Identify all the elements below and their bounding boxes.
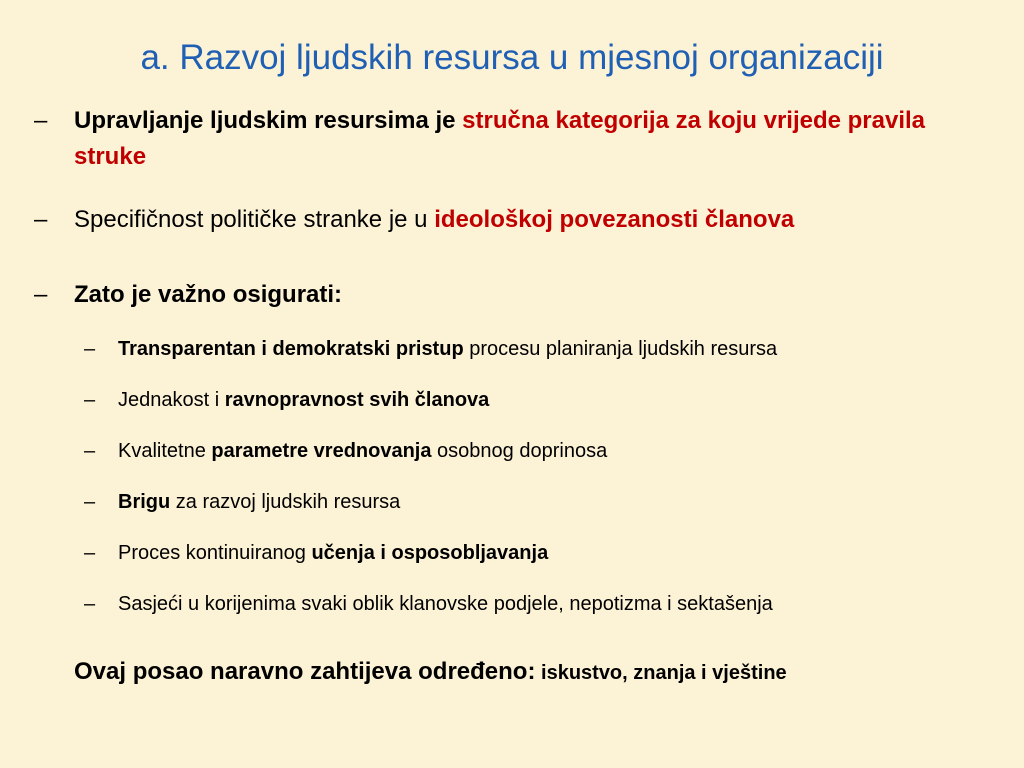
- sub-bullet-bold-text: Brigu: [118, 491, 171, 513]
- sub-bullet-before-text: Sasjeći u korijenima svaki oblik klanovske podjele, nepotizma i sektašenja: [118, 593, 773, 615]
- bullet-bold-text: Upravljanje ljudskim resursima je: [74, 107, 463, 134]
- sub-bullet-continuous-learning: [84, 538, 1004, 568]
- bullet-text: [74, 103, 994, 175]
- dash-bullet-marker: –: [34, 107, 48, 134]
- sub-bullet-equality: [84, 385, 1004, 415]
- bullet-plain-text: Specifičnost političke stranke je u: [74, 206, 435, 233]
- slide-title: a. Razvoj ljudskih resursa u mjesnoj organizaciji: [140, 38, 884, 77]
- closing-statement: [74, 654, 787, 691]
- closing-main-text: Ovaj posao naravno zahtijeva određeno:: [74, 658, 536, 685]
- bullet-bold-text: Zato je važno osigurati:: [74, 281, 343, 308]
- sub-bullet-bold-text: učenja i osposobljavanja: [311, 542, 549, 564]
- bullet-party-specificity: [34, 202, 994, 238]
- bullet-red-highlight: ideološkoj povezanosti članova: [434, 206, 795, 233]
- sub-bullet-before-text: Jednakost i: [118, 389, 225, 411]
- sub-bullet-bold-text: Transparentan i demokratski pristup: [118, 338, 464, 360]
- dash-bullet-marker: –: [84, 542, 96, 564]
- bullet-management-expertise: [34, 103, 994, 175]
- sub-bullet-text: [118, 385, 1004, 415]
- closing-tail-text: iskustvo, znanja i vještine: [535, 662, 787, 684]
- sub-bullet-care: [84, 487, 1004, 517]
- dash-bullet-marker: –: [84, 338, 96, 360]
- sub-bullet-text: [118, 487, 1004, 517]
- sub-bullet-bold-text: ravnopravnost svih članova: [224, 389, 490, 411]
- dash-bullet-marker: –: [84, 389, 96, 411]
- bullet-text: [74, 202, 994, 238]
- sub-bullet-text: [118, 538, 1004, 568]
- sub-bullet-text: [118, 589, 1004, 619]
- sub-bullet-after-text: za razvoj ljudskih resursa: [170, 491, 401, 513]
- sub-bullet-text: [118, 436, 1004, 466]
- sub-bullet-after-text: procesu planiranja ljudskih resursa: [463, 338, 778, 360]
- sub-bullet-text: [118, 334, 1004, 364]
- dash-bullet-marker: –: [34, 206, 48, 233]
- sub-bullet-evaluation-parameters: [84, 436, 1004, 466]
- dash-bullet-marker: –: [34, 281, 48, 308]
- bullet-ensure: [34, 277, 994, 313]
- dash-bullet-marker: –: [84, 593, 96, 615]
- sub-bullet-before-text: Proces kontinuiranog: [118, 542, 312, 564]
- bullet-text: [74, 277, 994, 313]
- sub-bullet-after-text: osobnog doprinosa: [431, 440, 608, 462]
- sub-bullet-transparent-approach: [84, 334, 1004, 364]
- bullet-red-highlight: stručna kategorija za koju vrijede pravila struke: [74, 107, 926, 170]
- sub-bullet-eradicate-division: [84, 589, 1004, 619]
- sub-bullet-bold-text: parametre vrednovanja: [211, 440, 432, 462]
- sub-bullet-before-text: Kvalitetne: [118, 440, 212, 462]
- dash-bullet-marker: –: [84, 440, 96, 462]
- dash-bullet-marker: –: [84, 491, 96, 513]
